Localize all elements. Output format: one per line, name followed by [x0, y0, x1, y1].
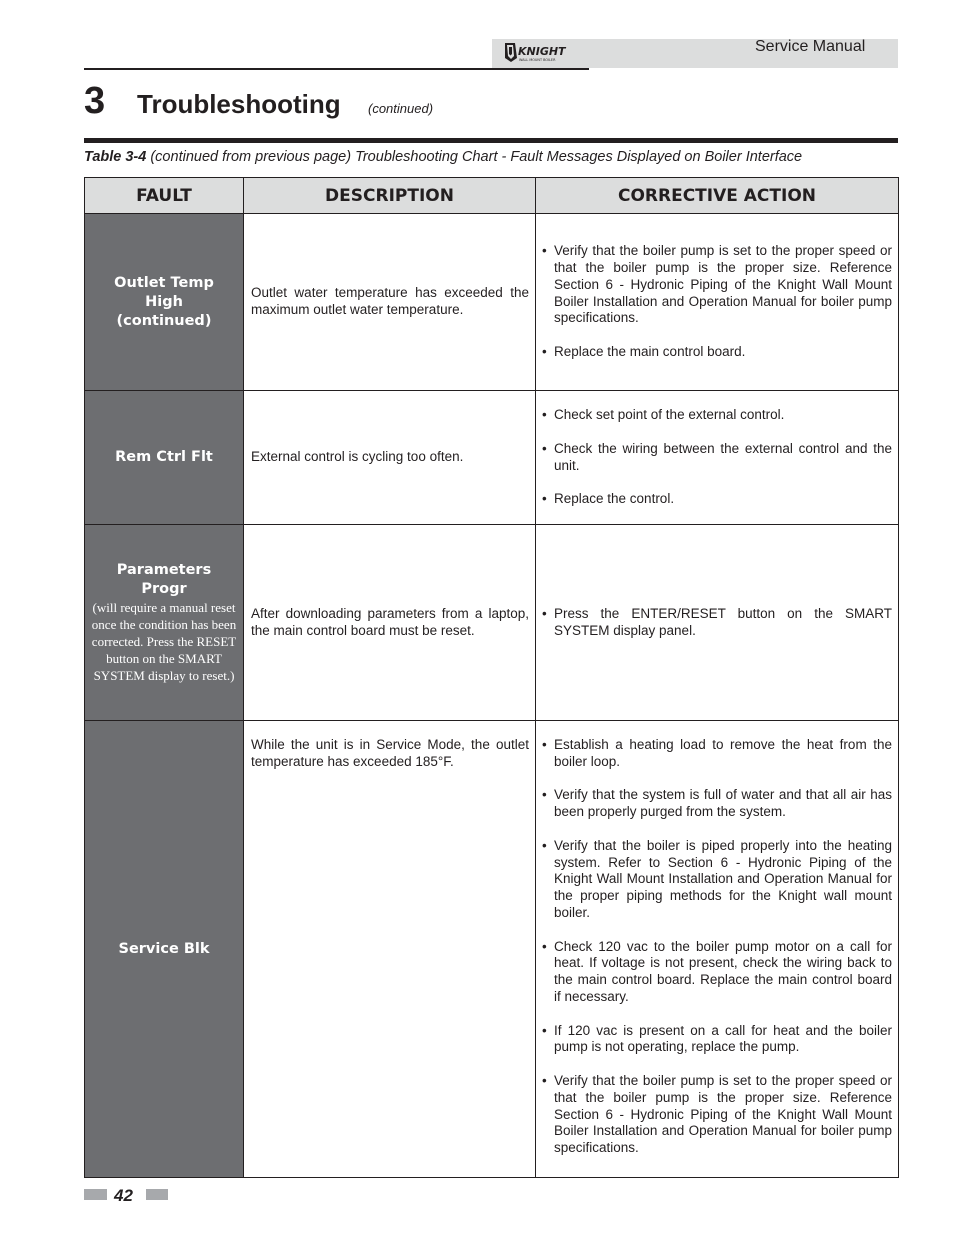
title-rule: [84, 138, 898, 143]
fault-cell: [85, 391, 244, 525]
action-bullet: • Press the ENTER/RESET button on the SMART SYSTEM display panel.: [542, 606, 892, 640]
fault-cell: [85, 721, 244, 1178]
header-description: DESCRIPTION: [244, 178, 536, 214]
fault-name: Parameters Progr: [116, 562, 212, 597]
chapter-continued: (continued): [368, 101, 434, 116]
action-bullet: • Verify that the boiler pump is set to the proper speed or that the boiler pump is the proper size. Reference Section 6 - Hydronic Piping of the Knight Wall Mount Boiler Installation and Operation Manual for boiler pump specifications.: [542, 243, 892, 327]
page-number: 42: [114, 1186, 133, 1205]
action-cell: [536, 391, 899, 525]
table-header-row: [85, 178, 899, 214]
action-bullet: • Replace the control.: [542, 491, 892, 508]
description-cell: After downloading parameters from a laptop, the main control board must be reset.: [244, 525, 536, 721]
chapter-title: Troubleshooting: [137, 89, 341, 119]
table-row: [85, 214, 899, 391]
table-caption: [84, 149, 802, 165]
fault-note: (will require a manual reset once the condition has been corrected. Press the RESET button on the SMART SYSTEM display to reset.): [91, 600, 237, 683]
table-row: [85, 721, 899, 1178]
fault-name: Service Blk: [118, 940, 210, 957]
fault-cell: [85, 525, 244, 721]
table-caption-text: (continued from previous page) Troubleshooting Chart - Fault Messages Displayed on Boiler Interface: [146, 149, 803, 165]
troubleshooting-table: [84, 177, 899, 1178]
action-bullet: • Verify that the system is full of water and that all air has been properly purged from the system.: [542, 787, 892, 821]
action-bullet: • Verify that the boiler is piped properly into the heating system. Refer to Section 6 - Hydronic Piping of the Knight Wall Mount Installation and Operation Manual for the proper piping methods for the Knight wall mount boiler.: [542, 838, 892, 922]
action-bullet: • Check the wiring between the external control and the unit.: [542, 441, 892, 475]
table-row: [85, 525, 899, 721]
knight-logo: [503, 40, 577, 64]
fault-name: Rem Ctrl Flt: [115, 449, 213, 465]
table-row: [85, 391, 899, 525]
footer-bar-right: [146, 1189, 168, 1200]
logo-subtext: WALL MOUNT BOILER: [519, 58, 556, 62]
action-bullet: • Check 120 vac to the boiler pump motor on a call for heat. If voltage is not present, check the wiring back to the main control board. Replace the main control board if necessary.: [542, 939, 892, 1006]
description-cell: Outlet water temperature has exceeded the maximum outlet water temperature.: [244, 214, 536, 391]
action-bullet: • If 120 vac is present on a call for heat and the boiler pump is not operating, replace the pump.: [542, 1023, 892, 1057]
footer-bar-left: [84, 1189, 107, 1200]
table-caption-label: Table 3-4: [84, 149, 147, 165]
action-cell: [536, 525, 899, 721]
fault-cell: [85, 214, 244, 391]
header-fault: FAULT: [85, 178, 244, 214]
action-bullet: • Verify that the boiler pump is set to the proper speed or that the boiler pump is the proper size. Reference Section 6 - Hydronic Piping of the Knight Wall Mount Boiler Installation and Operation Manual for boiler pump specifications.: [542, 1073, 892, 1157]
header-rule: [84, 68, 589, 70]
description-cell: While the unit is in Service Mode, the outlet temperature has exceeded 185°F.: [244, 721, 536, 1178]
description-cell: External control is cycling too often.: [244, 391, 536, 525]
logo-text: KNIGHT: [518, 45, 566, 58]
manual-title: Service Manual: [755, 38, 866, 55]
action-cell: [536, 214, 899, 391]
action-bullet: • Establish a heating load to remove the heat from the boiler loop.: [542, 737, 892, 771]
action-cell: [536, 721, 899, 1178]
action-bullet: • Check set point of the external control.: [542, 407, 892, 424]
fault-name: Outlet Temp High (continued): [114, 274, 214, 329]
chapter-number: 3: [84, 80, 106, 122]
header-corrective-action: CORRECTIVE ACTION: [536, 178, 899, 214]
action-bullet: • Replace the main control board.: [542, 344, 892, 361]
